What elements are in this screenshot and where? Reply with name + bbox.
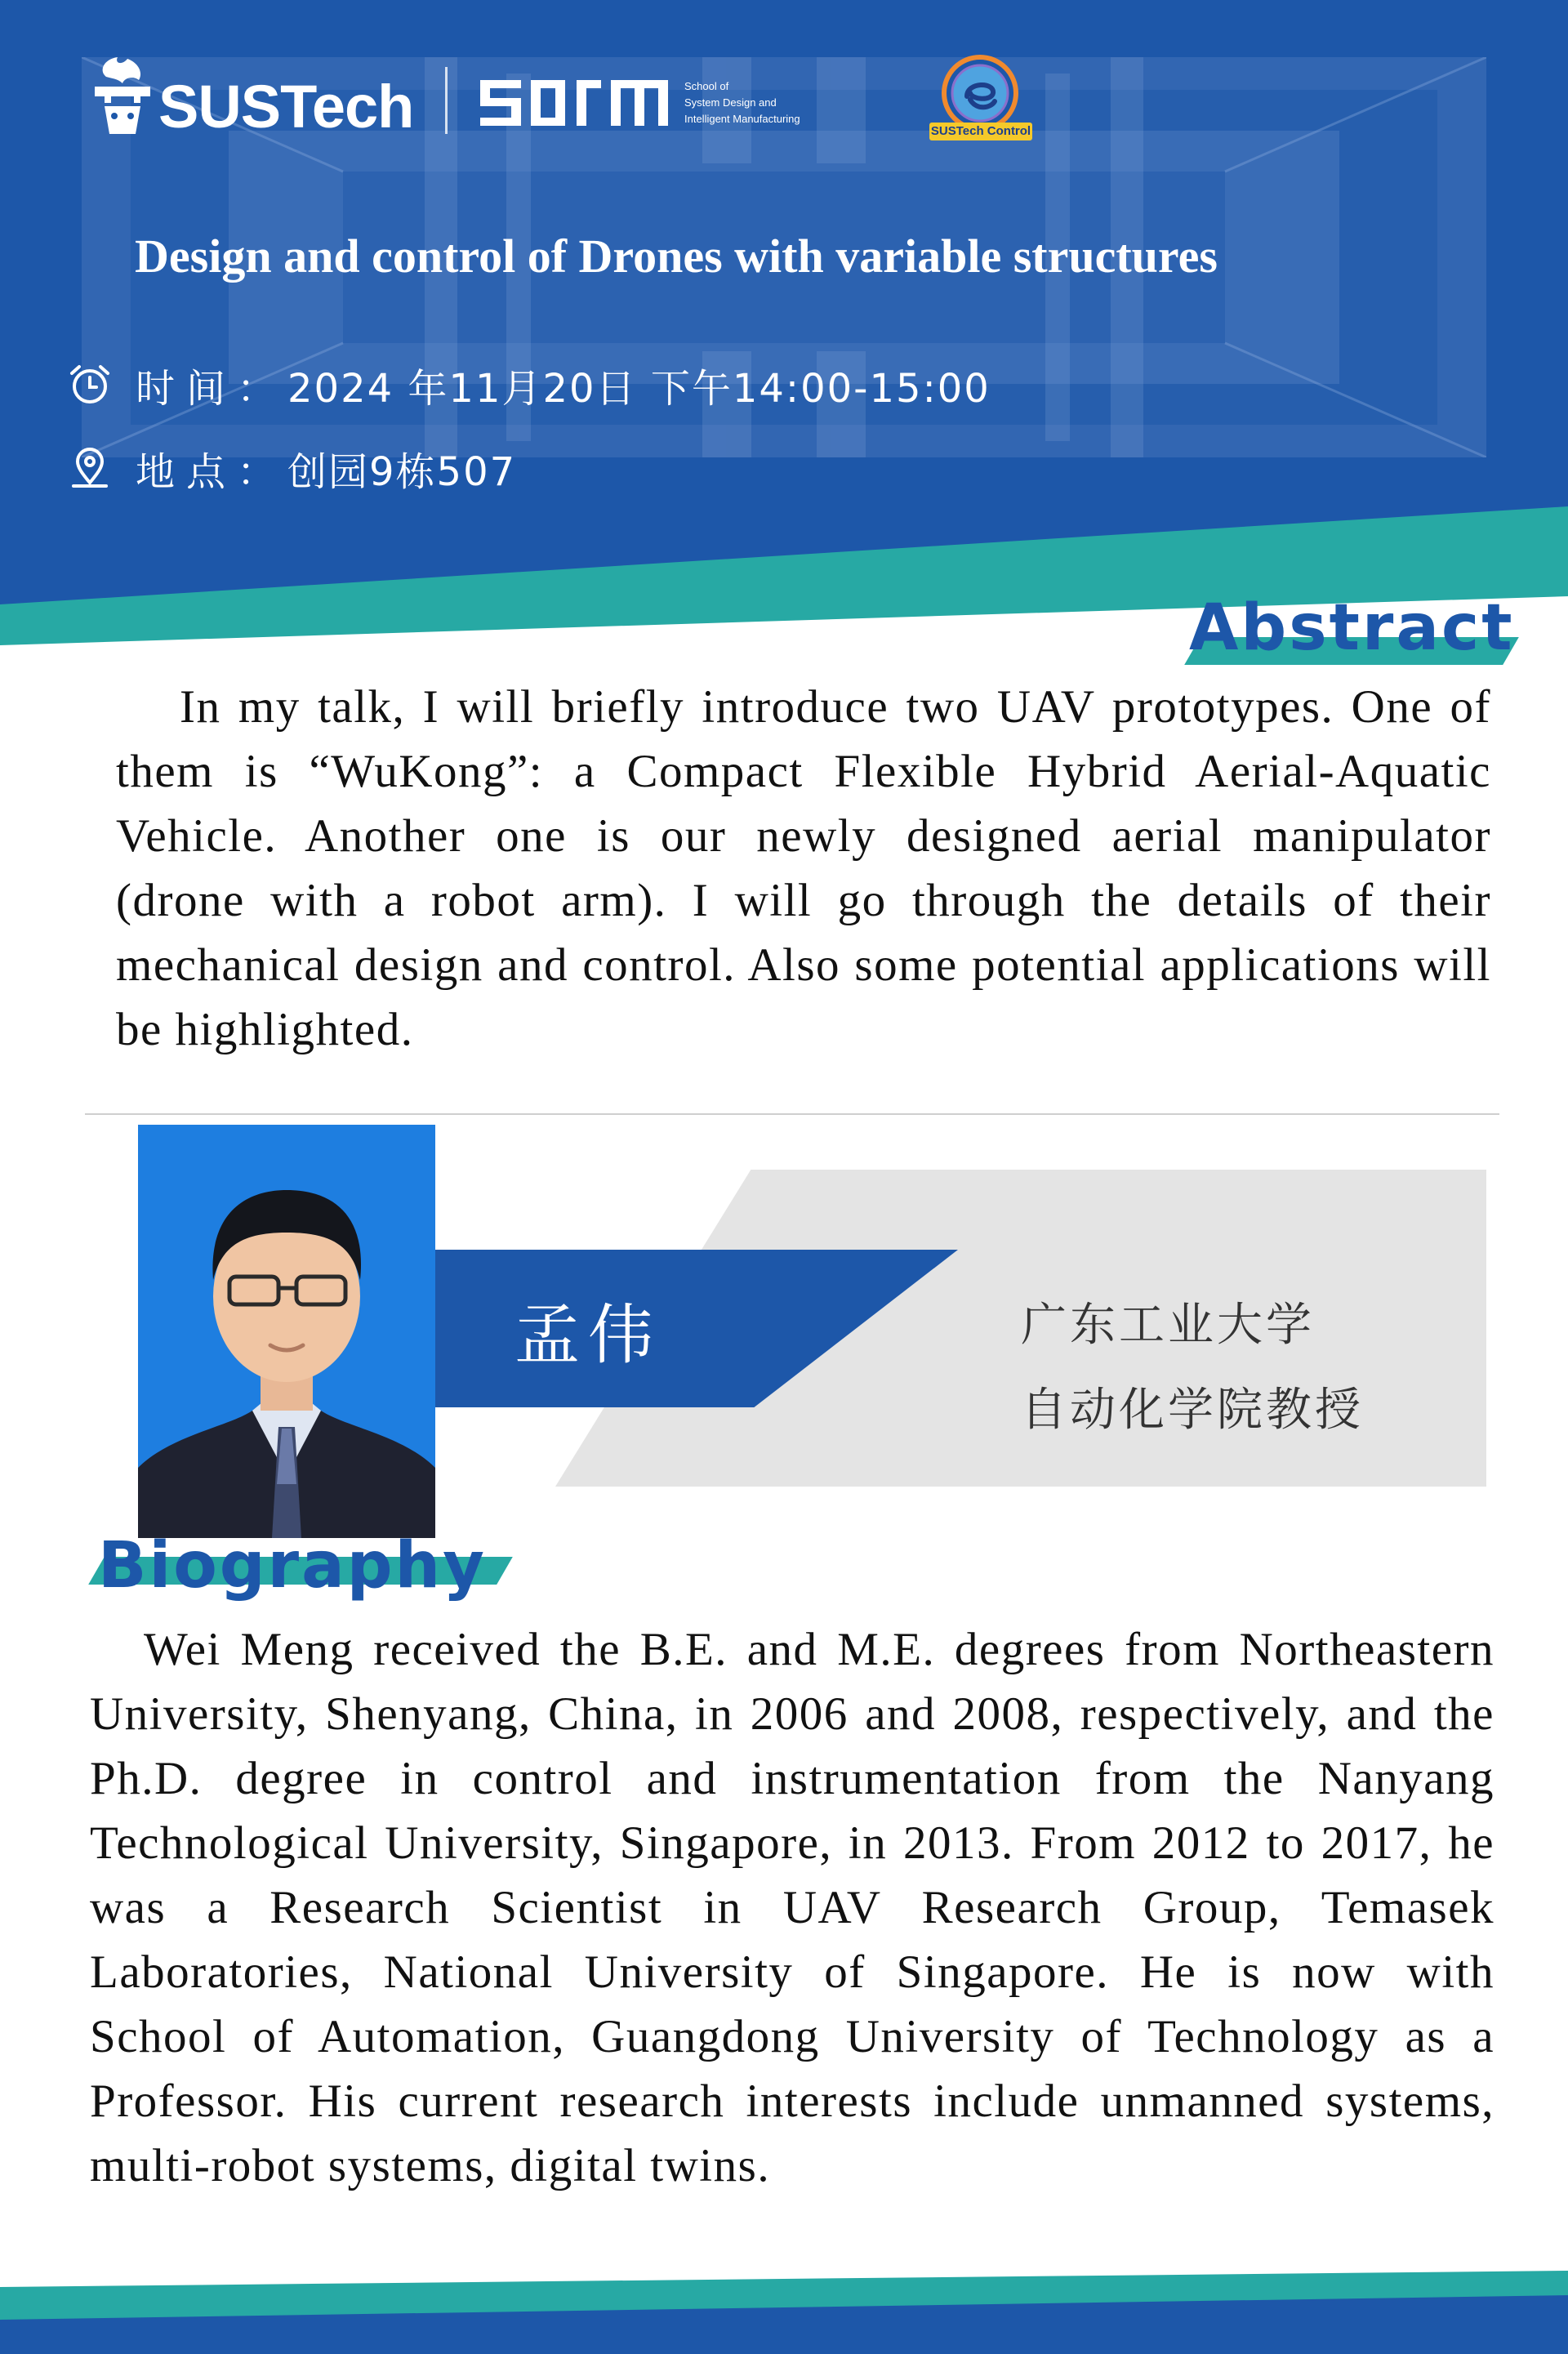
biography-text: Wei Meng received the B.E. and M.E. degrees from Northeastern University, Shenyang, China, in 2006 and 2008, respectively, and the Ph.D. degree in control and instrumentation from the Nanyang Technological University, Singapore, in 2013. From 2012 to 2017, he was a Research Scientist in UAV Research Group, Temasek Laboratories, National University of Singapore. He is now with School of Automation, Guangdong University of Technology as a Professor. His current research interests include unmanned systems, multi-robot systems, digital twins. — [90, 1624, 1494, 2191]
location-label: 地点： — [136, 448, 288, 495]
alarm-clock-icon — [69, 363, 111, 406]
time-row — [69, 356, 991, 413]
sdim-logo — [480, 80, 668, 126]
sdim-subtitle-line: System Design and — [684, 96, 777, 109]
speaker-affiliation-title: 自动化学院教授 — [1021, 1384, 1364, 1437]
sustech-wordmark: SUSTech — [158, 73, 414, 140]
speaker-photo — [138, 1125, 435, 1538]
location-value: 创园9栋507 — [287, 448, 517, 495]
location-pin-icon — [69, 447, 111, 489]
abstract-text: In my talk, I will briefly introduce two UAV prototypes. One of them is “WuKong”: a Compact Flexible Hybrid Aerial-Aquatic Vehicle. Another one is our newly designed aerial manipulator (drone with a robot arm). I will go through the details of their mechanical design and control. Also some potential applications will be highlighted. — [116, 681, 1491, 1055]
time-label: 时间： — [136, 365, 288, 412]
sdim-subtitle — [684, 78, 848, 127]
sdim-subtitle-line: Intelligent Manufacturing — [684, 113, 800, 125]
talk-title: Design and control of Drones with variable structures — [135, 230, 1218, 283]
footer-wedge — [0, 2263, 1568, 2354]
speaker-name: 孟伟 — [514, 1297, 662, 1373]
time-value: 2024 年11月20日 下午14:00-15:00 — [287, 365, 991, 412]
speaker-portrait — [138, 1125, 435, 1538]
torch-icon — [90, 54, 155, 140]
location-row — [69, 439, 516, 497]
sdim-subtitle-line: School of — [684, 80, 729, 92]
sustech-logo — [90, 49, 441, 147]
section-divider — [85, 1113, 1499, 1115]
abstract-heading: Abstract — [1189, 591, 1515, 665]
speaker-affiliation-university: 广东工业大学 — [1021, 1299, 1315, 1352]
biography-heading: Biography — [98, 1529, 487, 1603]
control-lab-label: SUSTech Control — [929, 123, 1032, 140]
logo-divider — [445, 67, 448, 134]
